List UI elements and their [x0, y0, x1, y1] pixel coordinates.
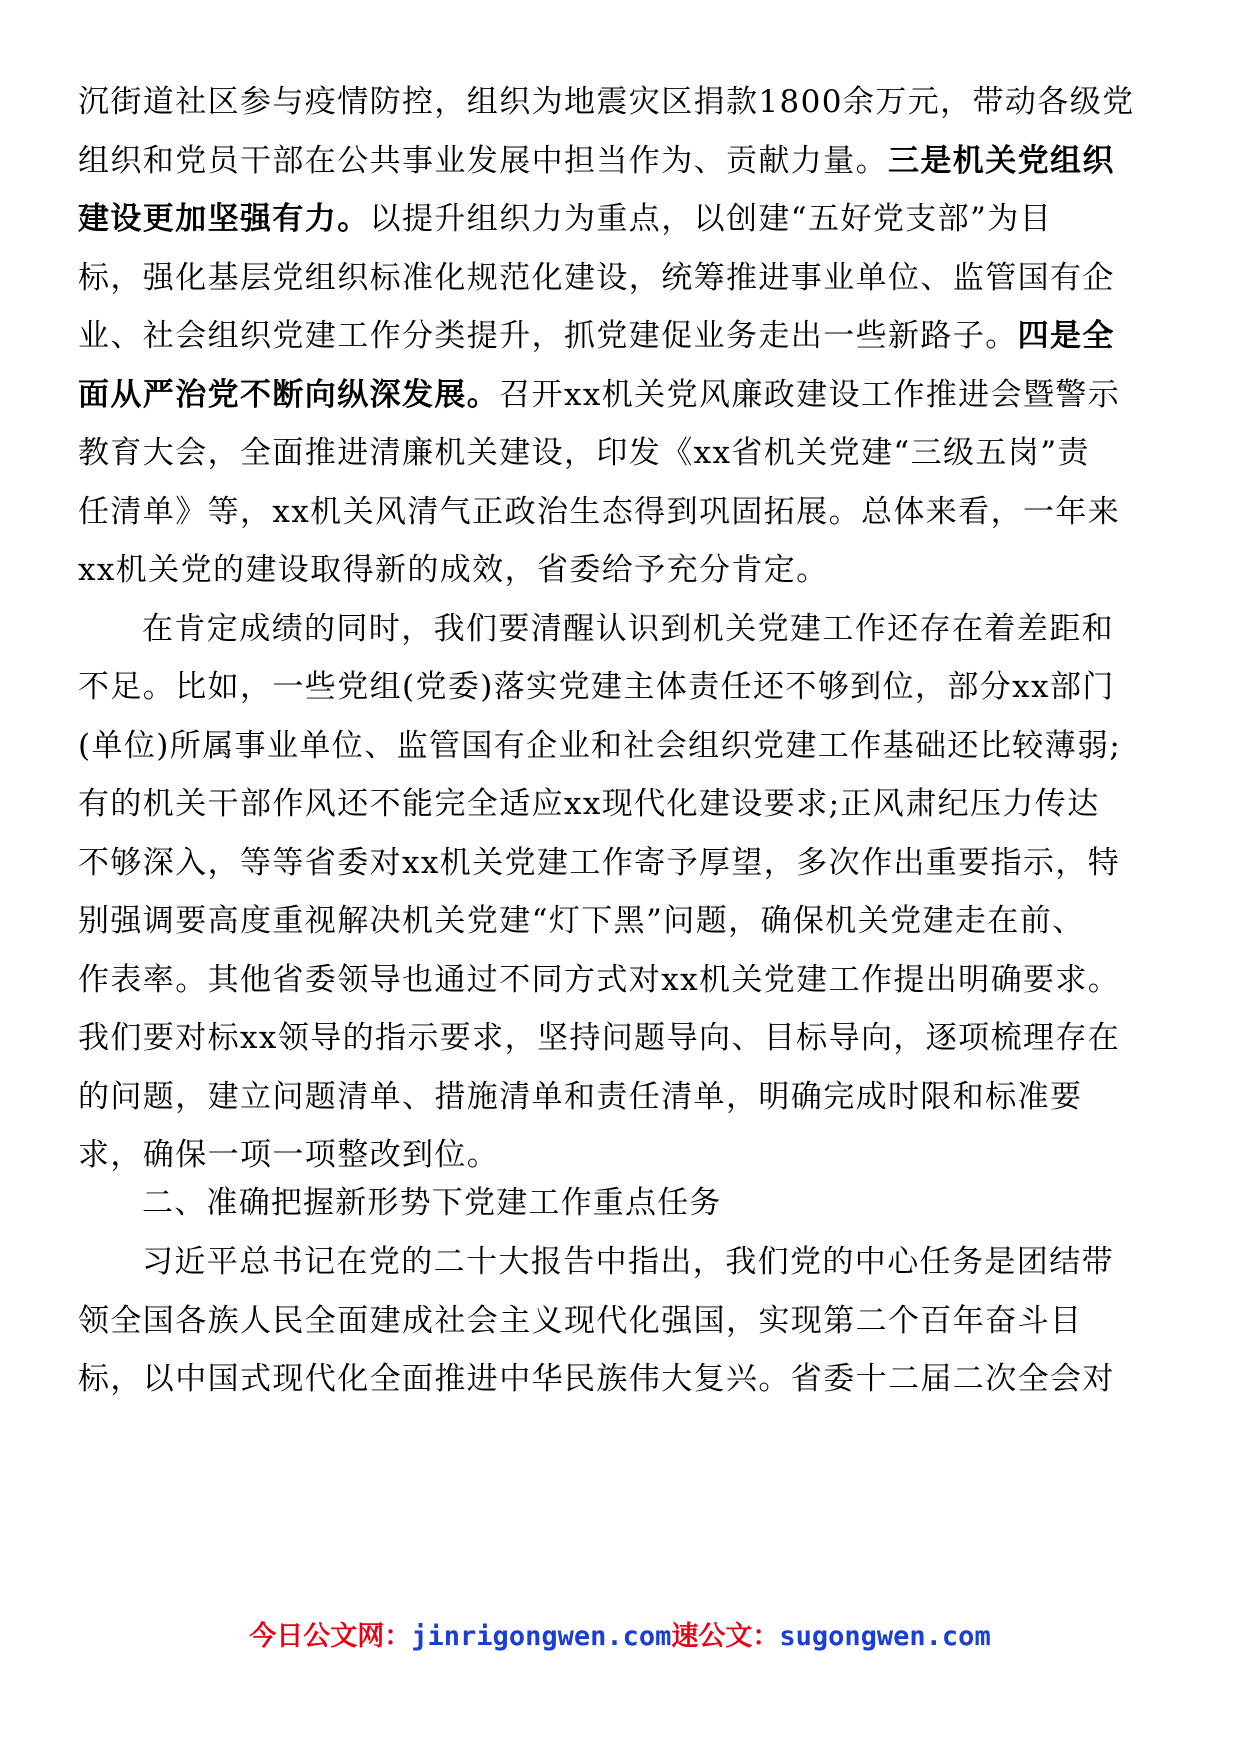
text-segment: 沉街道社区参与疫情防控，组织为地震灾区捐款1800余万元，带动各级党: [78, 84, 1135, 120]
text-segment: 领全国各族人民全面建成社会主义现代化强国，实现第二个百年奋斗目: [78, 1302, 1083, 1339]
section-heading: 二、准确把握新形势下党建工作重点任务: [142, 1185, 722, 1221]
text-line: [78, 248, 1162, 308]
text-segment: 有的机关干部作风还不能完全适应xx现代化建设要求;正风肃纪压力传达: [78, 786, 1100, 822]
text-segment: (单位)所属事业单位、监管国有企业和社会组织党建工作基础还比较薄弱;: [78, 727, 1122, 764]
text-segment: xx机关党的建设取得新的成效，省委给予充分肯定。: [78, 552, 829, 588]
text-line: [78, 950, 1162, 1010]
text-segment: 不足。比如，一些党组(党委)落实党建主体责任还不够到位，部分xx部门: [78, 669, 1115, 705]
text-line: [78, 774, 1162, 834]
text-line: [78, 189, 1162, 249]
text-line: [142, 599, 1162, 659]
bold-text-segment: 四是全: [1017, 318, 1115, 354]
text-line: [78, 891, 1162, 951]
footer-watermark: [0, 1617, 1240, 1657]
text-line: [78, 657, 1162, 717]
text-segment: 教育大会，全面推进清廉机关建设，印发《xx省机关党建“三级五岗”责: [78, 435, 1090, 471]
text-line: [78, 365, 1162, 425]
text-line: [78, 306, 1162, 366]
text-line: [78, 716, 1162, 776]
text-line: [78, 1349, 1162, 1409]
text-segment: 习近平总书记在党的二十大报告中指出，我们党的中心任务是团结带: [142, 1244, 1114, 1280]
bold-text-segment: 面从严治党不断向纵深发展。: [78, 376, 500, 413]
footer-site2-name: 速公文：: [671, 1621, 780, 1652]
text-segment: 我们要对标xx领导的指示要求，坚持问题导向、目标导向，逐项梳理存在: [78, 1020, 1121, 1056]
text-line: [78, 131, 1162, 191]
text-line: [78, 540, 1162, 600]
text-segment: 业、社会组织党建工作分类提升，抓党建促业务走出一些新路子。: [78, 318, 1018, 354]
text-line: [78, 482, 1162, 542]
text-line: [78, 833, 1162, 893]
text-segment: 求，确保一项一项整改到位。: [78, 1137, 500, 1173]
text-segment: 组织和党员干部在公共事业发展中担当作为、贡献力量。: [78, 142, 888, 179]
text-line: [142, 1232, 1162, 1292]
text-segment: 在肯定成绩的同时，我们要清醒认识到机关党建工作还存在着差距和: [142, 610, 1114, 647]
text-segment: 别强调要高度重视解决机关党建“灯下黑”问题，确保机关党建走在前、: [78, 903, 1085, 939]
text-line: [78, 1291, 1162, 1351]
bold-text-segment: 三是机关党组织: [888, 142, 1115, 179]
text-segment: 标，以中国式现代化全面推进中华民族伟大复兴。省委十二届二次全会对: [78, 1361, 1115, 1397]
footer-site2-url[interactable]: sugongwen.com: [779, 1621, 991, 1652]
bold-text-segment: 建设更加坚强有力。: [78, 201, 370, 237]
text-segment: 召开xx机关党风廉政建设工作推进会暨警示: [499, 376, 1121, 413]
text-line: [78, 72, 1162, 132]
text-line: [78, 1008, 1162, 1068]
text-segment: 的问题，建立问题清单、措施清单和责任清单，明确完成时限和标准要: [78, 1078, 1083, 1115]
text-segment: 作表率。其他省委领导也通过不同方式对xx机关党建工作提出明确要求。: [78, 961, 1121, 998]
footer-site1-name: 今日公文网：: [249, 1621, 412, 1652]
text-segment: 任清单》等，xx机关风清气正政治生态得到巩固拓展。总体来看，一年来: [78, 493, 1121, 530]
text-line: [78, 1067, 1162, 1127]
text-segment: 不够深入，等等省委对xx机关党建工作寄予厚望，多次作出重要指示，特: [78, 844, 1121, 881]
footer-site1-url[interactable]: jinrigongwen.com: [411, 1621, 672, 1652]
text-segment: 标，强化基层党组织标准化规范化建设，统筹推进事业单位、监管国有企: [78, 259, 1115, 296]
text-line: [78, 423, 1162, 483]
text-segment: 以提升组织力为重点，以创建“五好党支部”为目: [369, 201, 1053, 237]
